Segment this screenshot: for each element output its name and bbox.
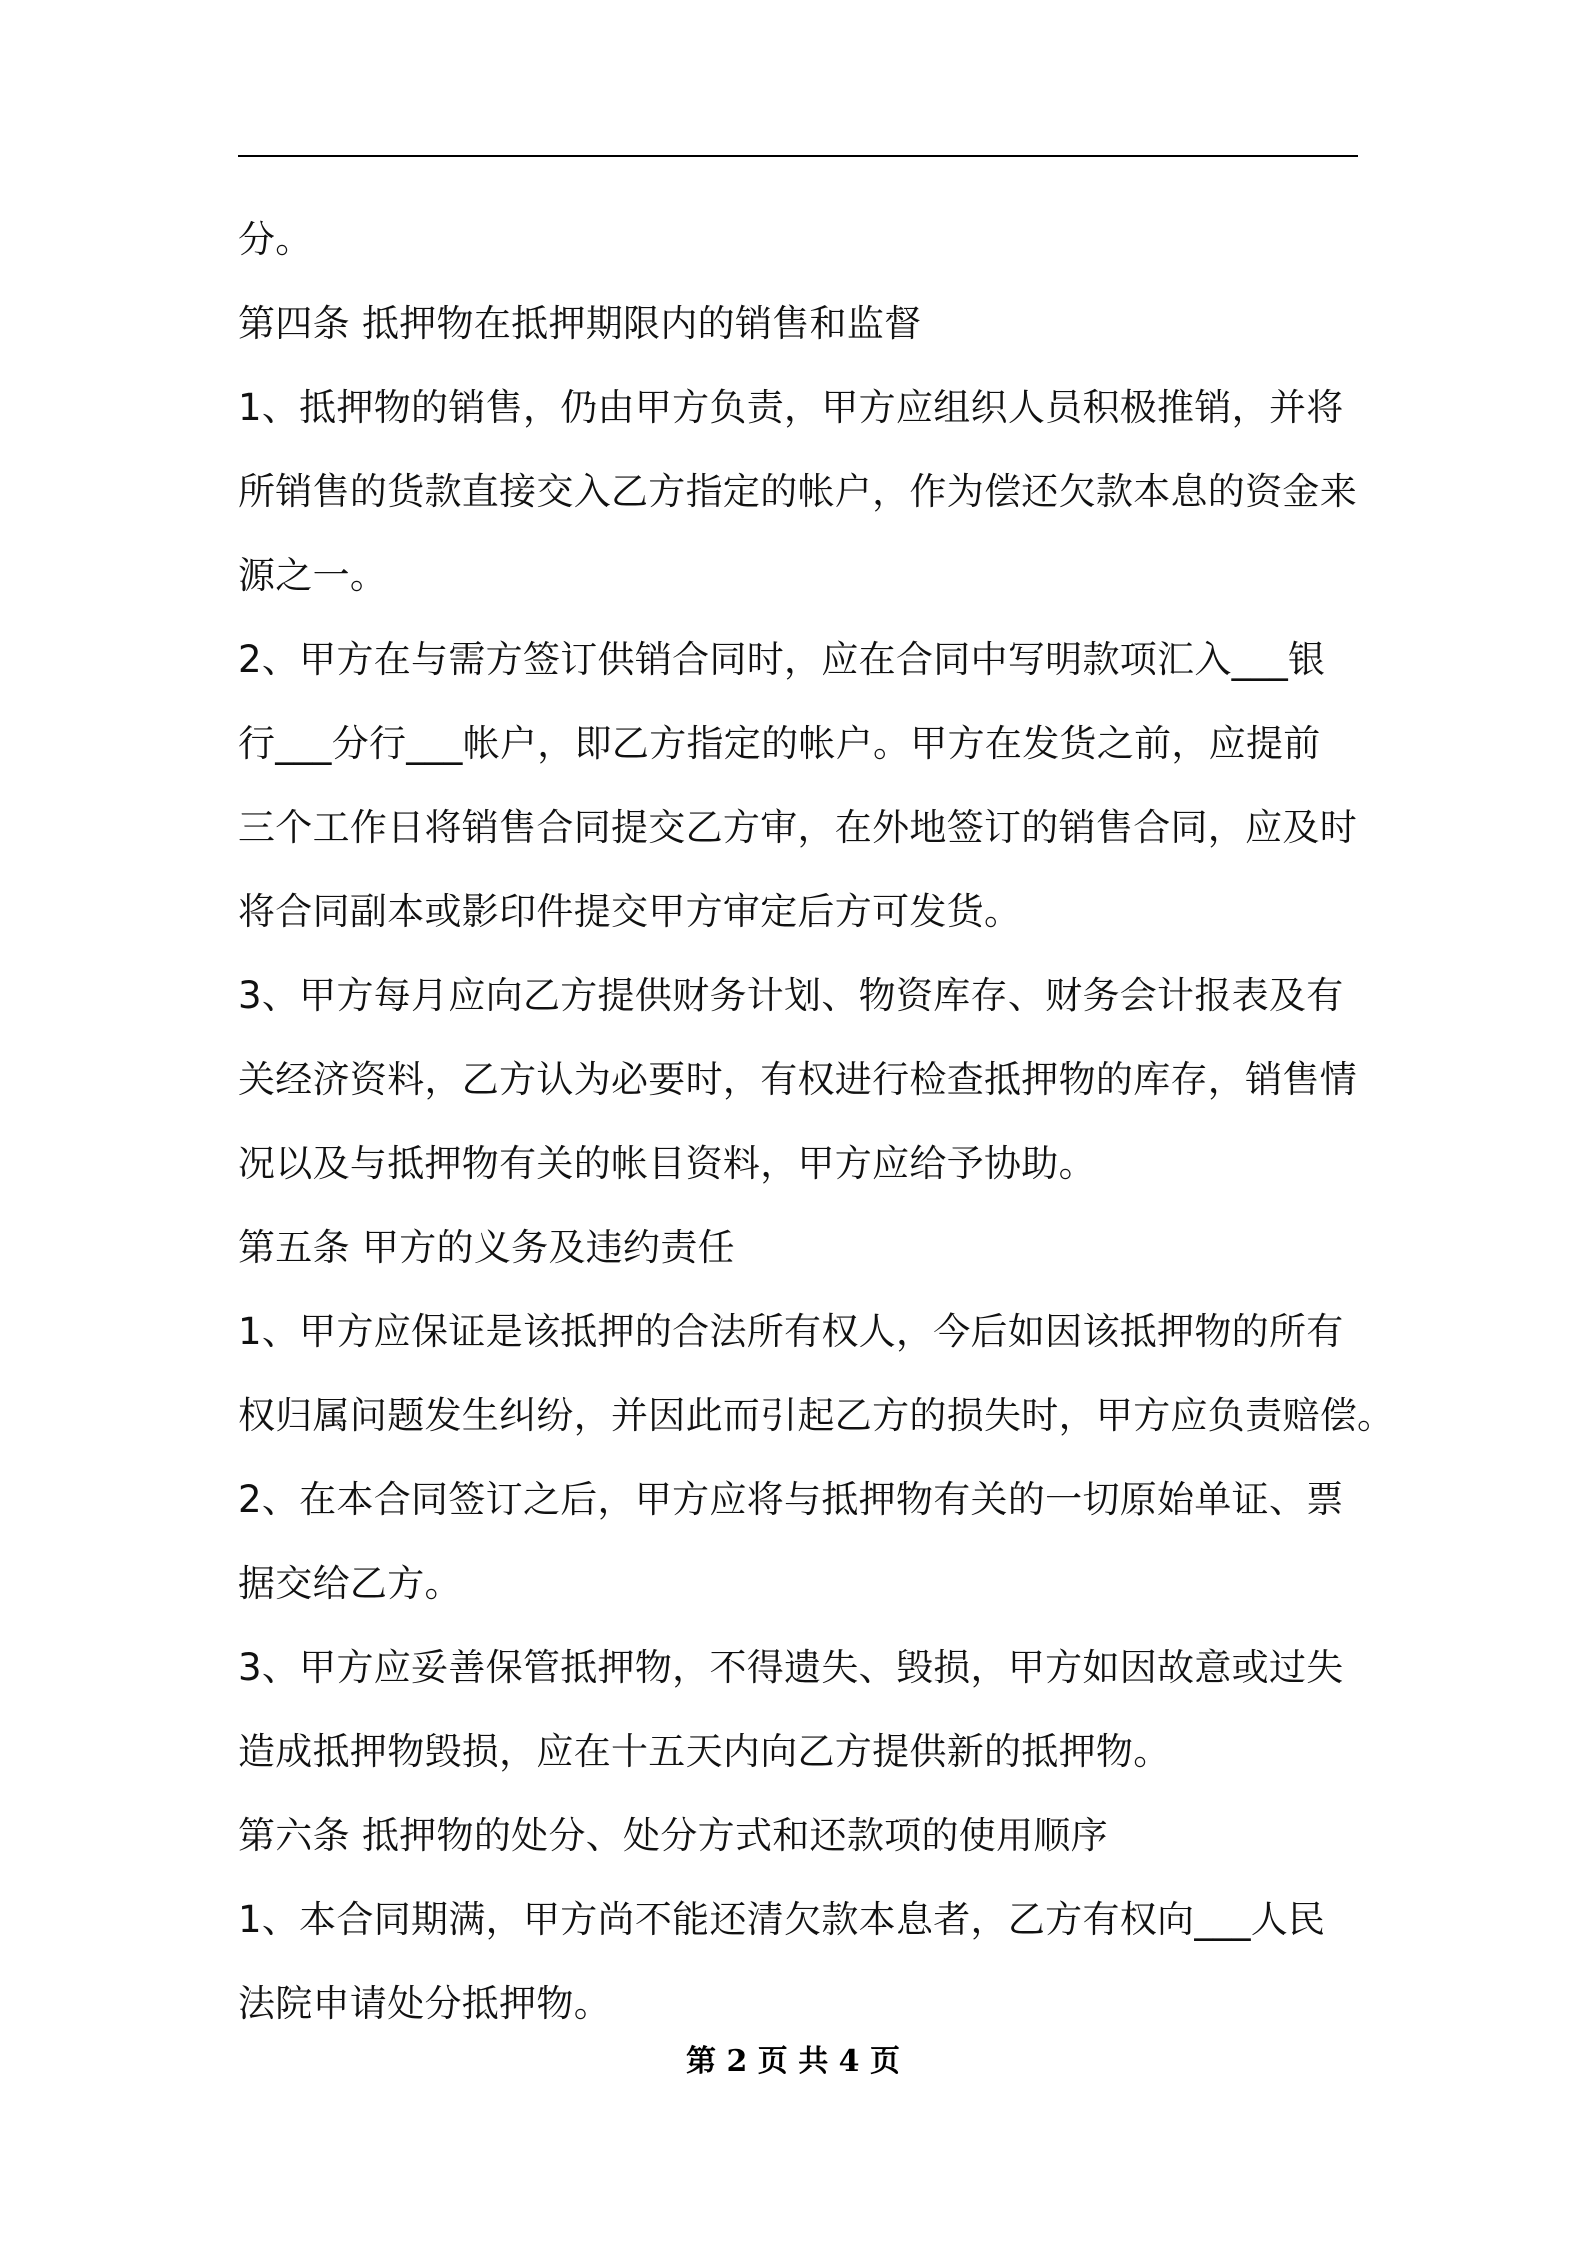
section-heading: 第四条 抵押物在抵押期限内的销售和监督 [238,302,922,345]
text-line: 行___分行___帐户，即乙方指定的帐户。甲方在发货之前，应提前 [238,722,1321,765]
text-line: 3、甲方每月应向乙方提供财务计划、物资库存、财务会计报表及有 [238,974,1344,1017]
text-line: 造成抵押物毁损，应在十五天内向乙方提供新的抵押物。 [238,1730,1171,1773]
text-line: 所销售的货款直接交入乙方指定的帐户，作为偿还欠款本息的资金来 [238,470,1357,513]
text-line: 分。 [238,218,313,261]
text-line: 权归属问题发生纠纷，并因此而引起乙方的损失时，甲方应负责赔偿。 [238,1394,1395,1437]
text-line: 2、在本合同签订之后，甲方应将与抵押物有关的一切原始单证、票 [238,1478,1344,1521]
text-line: 3、甲方应妥善保管抵押物，不得遗失、毁损，甲方如因故意或过失 [238,1646,1344,1689]
text-line: 2、甲方在与需方签订供销合同时，应在合同中写明款项汇入___银 [238,638,1326,681]
page-number: 第 2 页 共 4 页 [686,2044,900,2079]
text-line: 况以及与抵押物有关的帐目资料，甲方应给予协助。 [238,1142,1096,1185]
text-line: 法院申请处分抵押物。 [238,1982,611,2025]
section-heading: 第五条 甲方的义务及违约责任 [238,1226,735,1269]
text-line: 源之一。 [238,554,388,597]
text-line: 1、甲方应保证是该抵押的合法所有权人，今后如因该抵押物的所有 [238,1310,1344,1353]
text-line: 将合同副本或影印件提交甲方审定后方可发货。 [238,890,1022,933]
document-body [238,198,1395,2046]
text-line: 1、本合同期满，甲方尚不能还清欠款本息者，乙方有权向___人民 [238,1898,1326,1941]
header-rule [238,155,1358,157]
text-line: 三个工作日将销售合同提交乙方审，在外地签订的销售合同，应及时 [238,806,1357,849]
text-line: 关经济资料，乙方认为必要时，有权进行检查抵押物的库存，销售情 [238,1058,1357,1101]
text-line: 据交给乙方。 [238,1562,462,1605]
section-heading: 第六条 抵押物的处分、处分方式和还款项的使用顺序 [238,1814,1108,1857]
text-line: 1、抵押物的销售，仍由甲方负责，甲方应组织人员积极推销，并将 [238,386,1344,429]
